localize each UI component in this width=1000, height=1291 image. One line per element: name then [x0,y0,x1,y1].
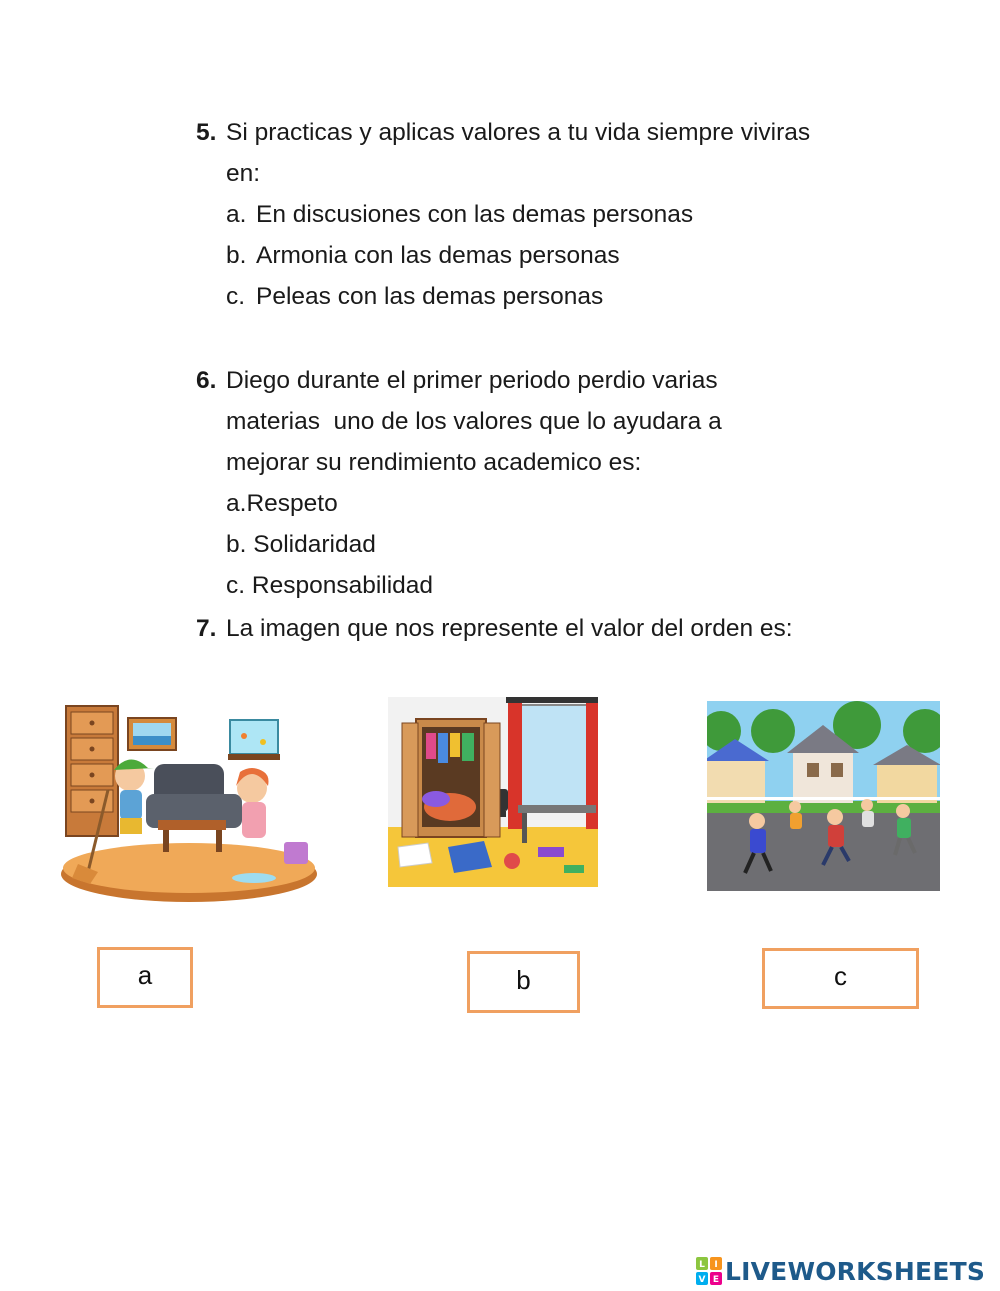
option-c: c. Peleas con las demas personas [226,283,604,310]
question-number: 6. [196,367,217,394]
question-5 [196,112,810,317]
picture-a-cleaning-room [58,702,320,906]
question-text: materias uno de los valores que lo ayudara a [226,408,722,435]
question-text: Diego durante el primer periodo perdio varias [226,367,718,394]
option-a: a.Respeto [226,490,338,517]
liveworksheets-logo-icon [696,1257,722,1285]
answer-box-c[interactable]: c [762,948,919,1009]
question-text: mejorar su rendimiento academico es: [226,449,642,476]
question-6 [196,360,722,606]
option-b: b. Solidaridad [226,531,376,558]
question-text: Si practicas y aplicas valores a tu vida siempre viviras [226,119,811,146]
question-text: La imagen que nos represente el valor del orden es: [226,615,793,642]
option-b: b. Armonia con las demas personas [226,242,620,269]
svg-text:L: L [699,1260,705,1270]
option-c: c. Responsabilidad [226,572,434,599]
question-number: 7. [196,615,217,642]
question-text: en: [226,160,261,187]
svg-text:E: E [712,1275,720,1285]
question-number: 5. [196,119,217,146]
picture-b-messy-room [388,697,598,887]
svg-text:V: V [698,1275,706,1285]
question-7 [196,608,793,649]
answer-box-a[interactable]: a [97,947,193,1008]
answer-box-b[interactable]: b [467,951,580,1013]
brand-name: LIVEWORKSHEETS [725,1256,986,1286]
picture-c-kids-running-street [707,701,940,891]
svg-text:I: I [714,1260,718,1270]
option-a: a. En discusiones con las demas personas [226,201,694,228]
liveworksheets-logo [696,1256,985,1286]
